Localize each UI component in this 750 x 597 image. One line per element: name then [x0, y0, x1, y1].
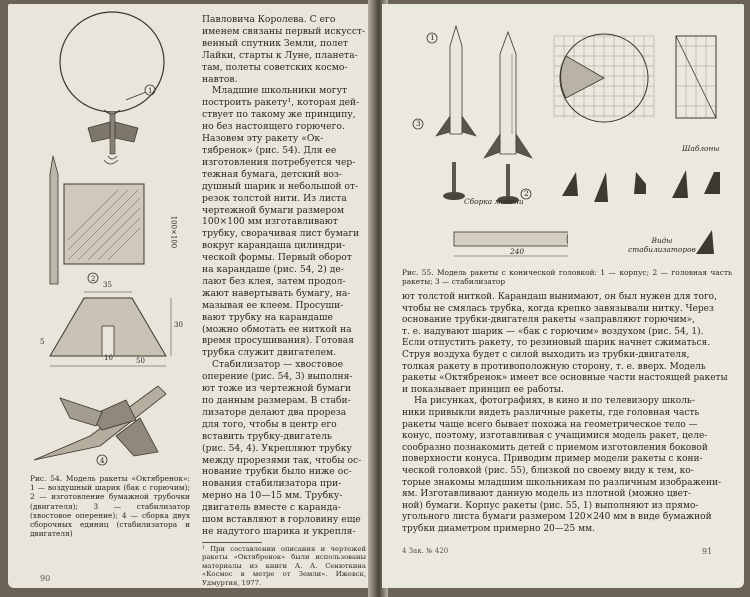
assembly-label: Сборка модели: [464, 197, 524, 206]
page-number-left: 90: [40, 574, 51, 583]
left-body-text: [202, 14, 366, 538]
dimension-10: 10: [104, 354, 113, 362]
line: ствует по такому же принципу,: [202, 109, 356, 121]
line: тежная бумага, детский воз-: [202, 168, 343, 180]
dimension-height: 30: [174, 321, 183, 329]
line: между прорезями так, чтобы ос-: [202, 454, 362, 466]
line: ракеты чаще всего бывает похожа на геометрическое тело —: [402, 419, 698, 430]
line: т. е. надувают шарик — «бак с горючим» воздухом (рис. 54, 1).: [402, 326, 704, 337]
line: Лайки, старты к Луне, планета-: [202, 49, 358, 61]
line: основание трубки-двигателя ракеты «заправляют горючим»,: [402, 315, 696, 326]
dimension-top: 35: [103, 281, 112, 289]
line: ной) бумаги. Корпус ракеты (рис. 55, 1) выполняют из прямо-: [402, 500, 699, 511]
line: ют тоже из чертежной бумаги: [202, 383, 352, 395]
line: ческой формы. Первый оборот: [202, 252, 352, 264]
line: ники привыкли видеть различные ракеты, где головная часть: [402, 407, 700, 418]
line: Если отпустить ракету, то резиновый шарик начнет сжиматься.: [402, 338, 711, 349]
signature-mark: 4 Зак. № 420: [402, 547, 449, 555]
line: Младшие школьники могут: [212, 85, 348, 97]
line: но без настоящего горючего.: [202, 121, 345, 133]
figure-55-label-1: 1: [430, 33, 435, 42]
line: там, полеты советских космо-: [202, 61, 348, 73]
line: мазывая ее клеем. Просуши-: [202, 299, 344, 311]
line: Павловича Королева. С его: [202, 14, 336, 25]
right-page: [382, 4, 744, 588]
templates-label: Шаблоны: [682, 144, 720, 153]
line: на карандаше (рис. 54, 2) де-: [202, 264, 344, 276]
line: ям. Изготавливают данную модель из плотной (можно цвет-: [402, 489, 692, 500]
line: ют толстой ниткой. Карандаш вынимают, он был нужен для того,: [402, 292, 717, 302]
svg-text:2: 2: [91, 275, 96, 283]
dimension-50: 50: [136, 357, 145, 365]
figure-54-balloon: [48, 10, 178, 170]
figure-55-templates: [548, 26, 728, 136]
line: нование трубки было ниже ос-: [202, 466, 352, 478]
line: жают навертывать бумагу, на-: [202, 287, 351, 299]
line: душный шарик и небольшой от-: [202, 180, 359, 192]
line: нования стабилизатора при-: [202, 478, 342, 490]
line: Стабилизатор — хвостовое: [212, 359, 344, 371]
line: трубку, сворачивая лист бумаги: [202, 228, 360, 240]
figure-54-caption: Рис. 54. Модель ракеты «Октябренок»: 1 — воздушный шарик (бак с горючим); 2 — изготовление бумажной трубочки (двигателя); 3 — стабилизатор (хвостовое оперение); 4 — сборка двух сборочных единиц (стабилизатора и двигателя): [30, 474, 190, 539]
line: именем связаны первый искусст-: [202, 25, 366, 37]
line: шом вставляют в горловину еще: [202, 514, 361, 526]
dimension-5: 5: [40, 338, 45, 346]
line: не надутого шарика и укрепля-: [202, 525, 356, 537]
figure-55-label-3: 3: [416, 119, 421, 128]
line: ракеты «Октябренок» имеет все основные части настоящей ракеты: [402, 373, 728, 384]
line: (рис. 54, 4). Укрепляют трубку: [202, 442, 352, 454]
dimension-side: 100×100: [169, 215, 178, 249]
line: Струя воздуха будет с силой выходить из трубки-двигателя,: [402, 349, 690, 360]
left-page: [8, 4, 374, 588]
line: по данным размерам. В стаби-: [202, 395, 351, 406]
page-number-right: 91: [702, 547, 713, 556]
line: 100×100 мм изготавливают: [202, 216, 338, 228]
line: двигатель вместе с каранда-: [202, 502, 341, 514]
line: На рисунках, фотографиях, в кино и по телевизору школь-: [414, 396, 695, 407]
line: трубки диаметром примерно 20—25 мм.: [402, 523, 595, 534]
line: конус, поэтому, изготавливая с учащимися модель ракет, целе-: [402, 431, 708, 442]
line: лают без клея, затем продол-: [202, 275, 346, 287]
figure-55-rockets: [408, 24, 568, 274]
line: (можно обмотать ее ниткой на: [202, 323, 352, 335]
line: вставить трубку-двигатель: [202, 430, 332, 442]
line: торые знакомы младшим школьникам по различным изображени-: [402, 477, 722, 488]
line: ческой головкой (рис. 55), близкой по своему виду к тем, ко-: [402, 465, 694, 476]
line: резок толстой нити. Из листа: [202, 192, 347, 204]
figure-54-paper-tube: [38, 154, 158, 289]
svg-text:1: 1: [148, 87, 153, 95]
line: навтов.: [202, 73, 238, 85]
line: мерно на 10—15 мм. Трубку-: [202, 490, 343, 502]
line: поверхности конуса. Приводим пример модели ракеты с кони-: [402, 454, 703, 465]
footnote: ¹ При составлении описания и чертежей ракеты «Октябренок» были использованы материалы из книги А. А. Сенюткина «Космос в метре от Земли». Ижевск, Удмуртия, 1977.: [202, 545, 366, 587]
line: тябренок» (рис. 54). Для ее: [202, 144, 337, 156]
line: изготовления потребуется чер-: [202, 156, 356, 168]
line: лизаторе делают два прореза: [202, 406, 347, 418]
line: толкая ракету в противоположную сторону, т. е. вверх. Модель: [402, 361, 706, 372]
line: чертежной бумаги размером: [202, 204, 344, 216]
figure-55-label-2: 2: [524, 189, 529, 198]
right-body-text: [402, 292, 732, 535]
line: вают трубку на карандаше: [202, 311, 333, 323]
line: вокруг карандаша цилиндри-: [202, 240, 346, 252]
length-label: 240: [510, 247, 525, 256]
line: для того, чтобы в центр его: [202, 418, 337, 430]
line: Назовем эту ракету «Ок-: [202, 133, 324, 145]
footnote-rule: [202, 542, 262, 543]
line: венный спутник Земли, полет: [202, 37, 348, 49]
line: чтобы не смялась трубка, когда крепко завязывали нитку. Через: [402, 303, 714, 314]
line: угольного листа бумаги размером 120×240 мм в виде бумажной: [402, 512, 712, 523]
line: оперение (рис. 54, 3) выполня-: [202, 371, 353, 383]
line: время просушивания). Готовая: [202, 335, 354, 347]
svg-text:4: 4: [100, 457, 105, 465]
line: построить ракету¹, которая дей-: [202, 97, 360, 109]
line: трубка служит двигателем.: [202, 347, 337, 359]
figure-55-caption: Рис. 55. Модель ракеты с конической головкой: 1 — корпус; 2 — головная часть ракеты; 3 — стабилизатор: [402, 268, 732, 287]
figure-54-assembly: [30, 364, 190, 469]
line: сообразно познакомить детей с приемом изготовления боковой: [402, 442, 708, 453]
line: и показывает принцип ее работы.: [402, 384, 564, 395]
stabilizer-views-label: Виды стабилизаторов: [628, 236, 696, 255]
